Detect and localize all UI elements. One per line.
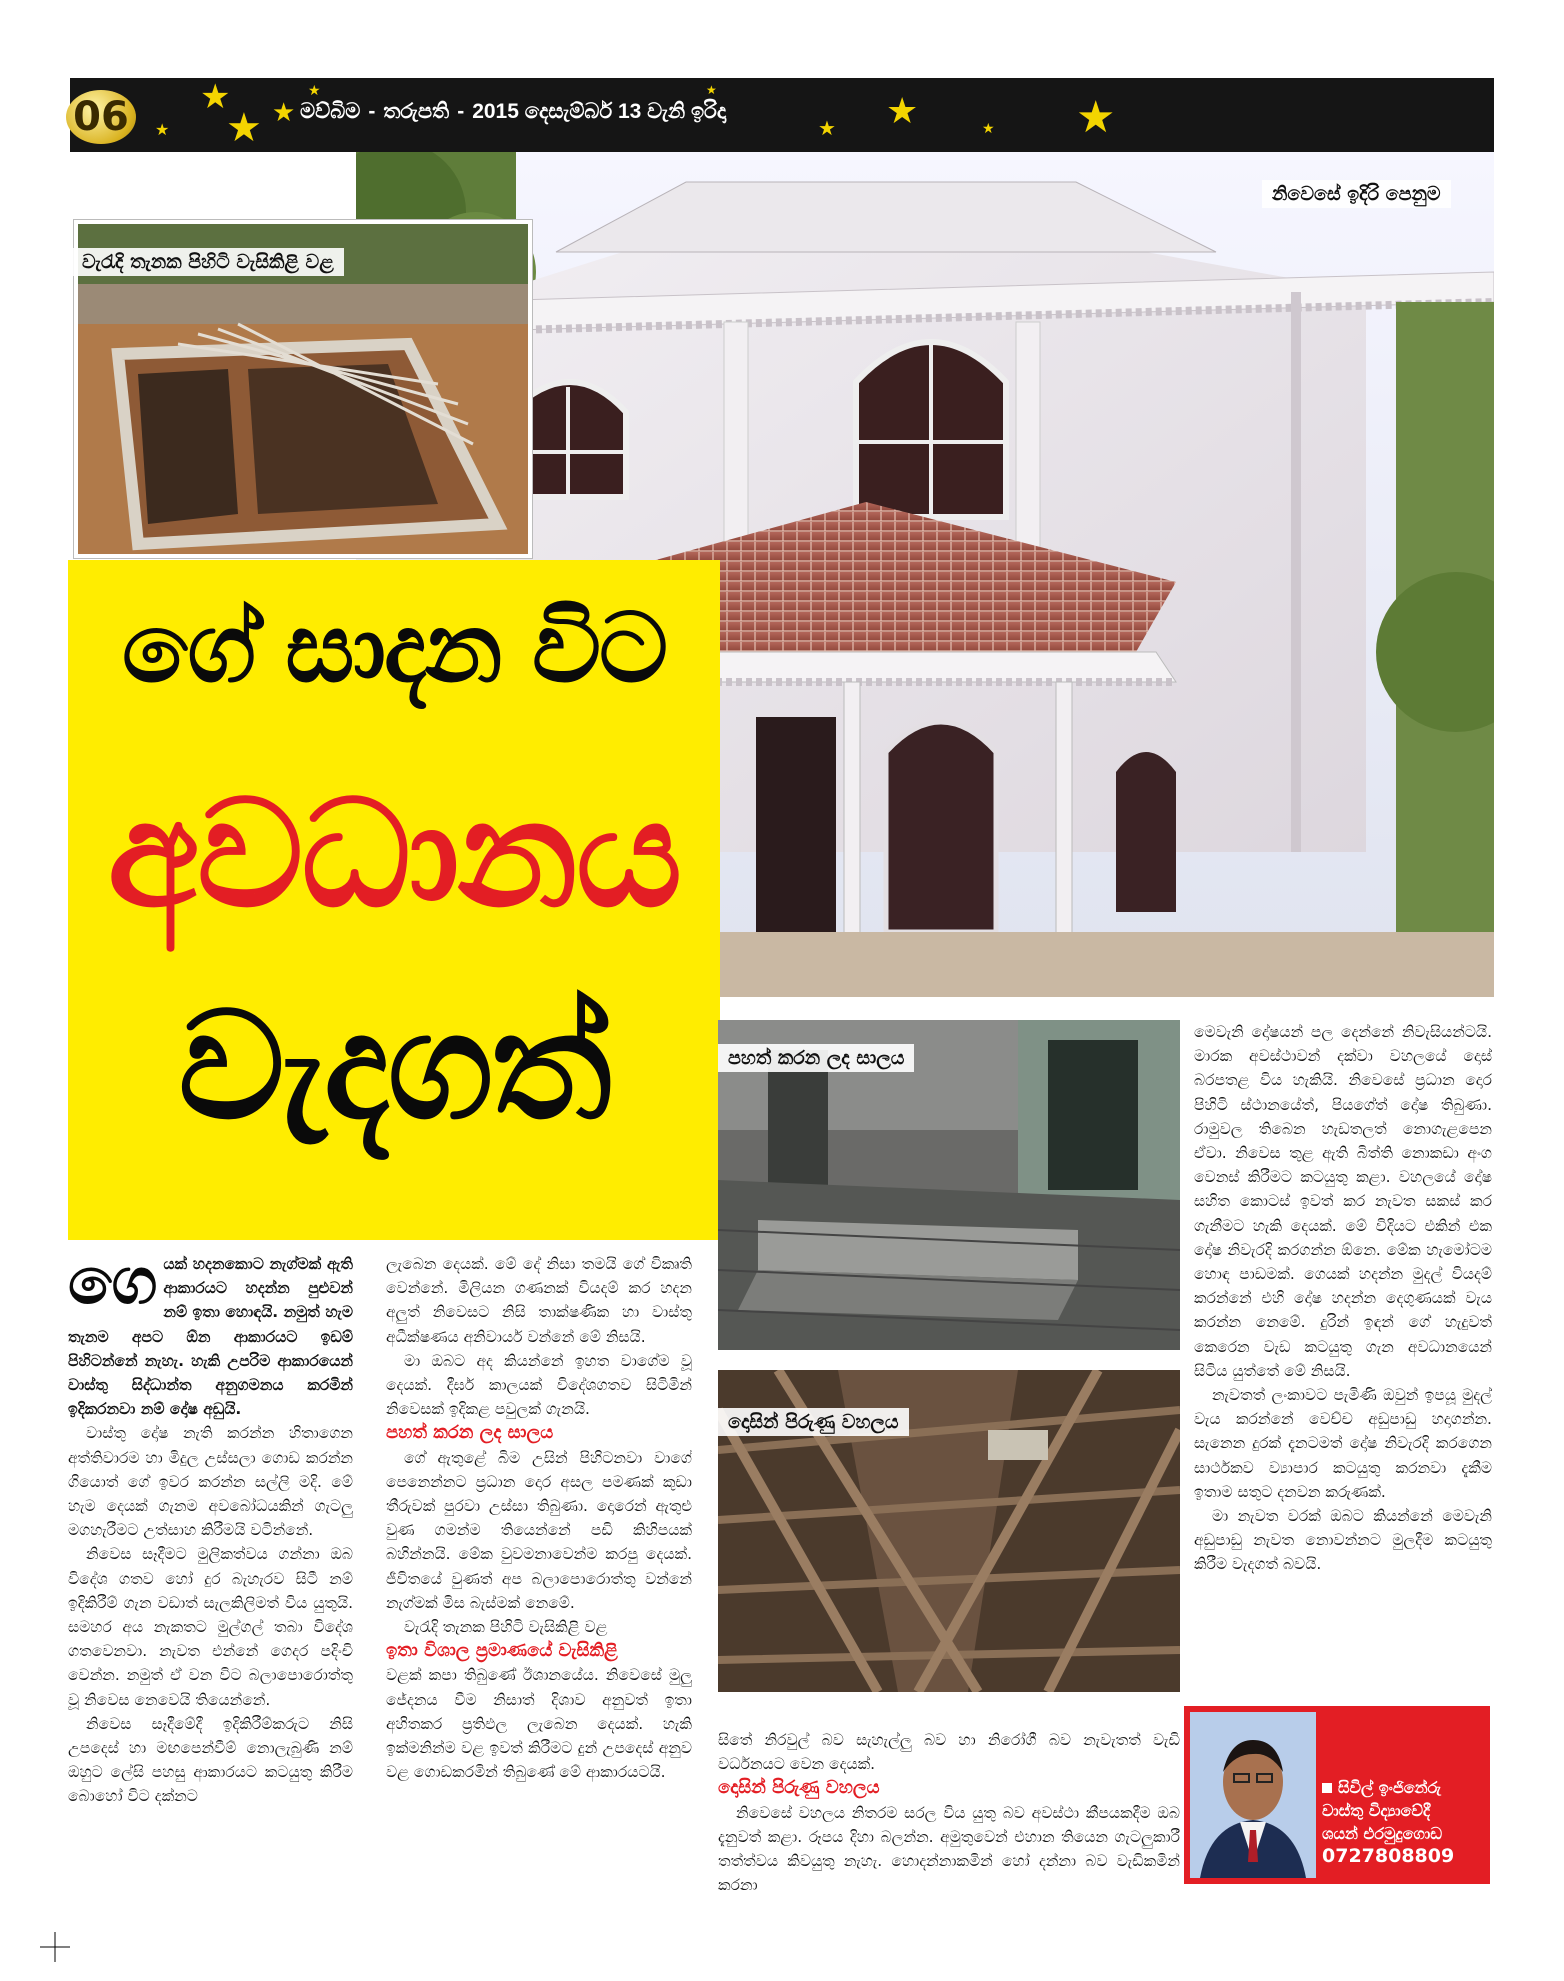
article-paragraph: ලැබෙන දෙයක්. මේ දේ නිසා තමයි ගේ විකෘති වෙන්නේ. මිලියන ගණනක් වියදම් කර හදන අලුත් නිවෙසට නිසි තාක්ෂණික හා වාස්තු අධීක්ෂණය අනිවාර්ය වන්නේ මේ නිසයි. (386, 1255, 692, 1346)
lowered-hall-caption: පහත් කරන ලද සාලය (718, 1044, 914, 1072)
star-icon: ★ (155, 120, 170, 139)
headline-box (68, 560, 720, 1240)
article-paragraph: වාස්තු දෝෂ නැති කරන්න හිතාගෙන අත්තිවාරම හා මිදුල උස්සලා ගොඩ කරන්න ගියොත් ගේ ඉවර කරන්න සල්ලි මදි. මේ හැම දෙයක් ගැනම අවබෝධයකින් ගැටලු මගහැරීමට උත්සාහ කිරීමයි වටින්නේ. (68, 1424, 353, 1540)
subheading-lowered-hall: පහත් කරන ලද සාලය (386, 1422, 554, 1444)
article-column-4 (1194, 1020, 1492, 1690)
article-paragraph: සිතේ නිරවුල් බව සැහැල්ලු බව හා නිරෝගී බව නැවැතත් වැඩි වර්ධනයට වෙන දෙයක්. (718, 1731, 1180, 1774)
article-column-3 (718, 1728, 1180, 1928)
house-photo-caption: නිවෙසේ ඉදිරි පෙනුම (1262, 180, 1451, 208)
author-title (1322, 1776, 1487, 1799)
article-paragraph: නැවතත් ලංකාවට පැමිණි ඔවුන් ඉපයූ මුදල් වැය කරන්නේ වෙච්ච අඩුපාඩු හදාගන්න. සැනෙන දුරක් දැනටමත් දෝෂ නිවැරදි කරගෙන සාර්ථකව ව්‍යාපාර කටයුතු කරනවා දැකීම ඉතාම සතුට දනවන කරුණක්. (1194, 1386, 1492, 1501)
subheading-faulty-roof: දොසින් පිරුණු වහලය (718, 1777, 880, 1799)
separator: - (368, 100, 376, 123)
article-paragraph: වළක් කපා තිබුණේ ඊශානයේය. නිවෙසේ මුලු ජේදනය වීම නිසාත් දිශාව අනුවත් ඉතා අහිතකර ප්‍රතිඵල ලැබෙන දෙයක්. හැකි ඉක්මනින්ම වළ ඉවත් කිරීමට දුන් උපදෙස් අනුව වළ ගොඩකරමින් තිබුණේ මේ ආකාරයටයි. (386, 1666, 692, 1782)
article-column-1 (68, 1252, 353, 1922)
article-paragraph: වැරැදි තැනක පිහිටි වැසිකිළි වළ (404, 1618, 608, 1637)
star-icon: ★ (1076, 92, 1116, 143)
article-lead-paragraph: යක් හදනකොට නැග්මක් ඇති ආකාරයට හදන්න පුළුවන් නම් ඉතා හොඳයි. නමුත් හැම තැනම අපට ඕන ආකාරයට ඉඩම් පිහිටන්නේ නැහැ. හැකි උපරිම ආකාරයෙන් වාස්තු සිද්ධාන්ත අනුගමනය කරමින් ඉදිකරනවා නම් දෝෂ අඩුයි. (68, 1255, 353, 1419)
star-icon: ★ (818, 116, 836, 140)
toilet-pit-caption: වැරැදි තැනක පිහිටි වැසිකිළි වළ (72, 248, 344, 276)
issue-line (300, 100, 726, 124)
separator: - (457, 100, 465, 123)
article-column-2 (386, 1252, 692, 1922)
author-portrait (1190, 1712, 1316, 1878)
star-icon: ★ (272, 98, 296, 128)
author-title-text: සිවිල් ඉංජිනේරු (1338, 1778, 1441, 1797)
supplement-name: තරුපති (383, 100, 450, 123)
star-icon: ★ (308, 83, 321, 99)
article-paragraph: නිවෙස සෑදීමේදී ඉදිකිරීම්කරුට නිසි උපදෙස් හා මඟපෙන්වීම් නොලැබුණි නම් ඔහුට ලේසි පහසු ආකාරයට කටයුතු කිරීම බොහෝ විට දක්නට (68, 1714, 353, 1806)
headline-line-2: අවධානය (107, 768, 681, 940)
author-role: වාස්තු විද්‍යාවේදී (1322, 1801, 1431, 1820)
issue-date: 2015 දෙසැම්බර් 13 වැනි ඉරිදා (472, 100, 727, 123)
author-info (1322, 1776, 1487, 1868)
article-paragraph: ගේ ඇතුළේ බිම උසින් පිහිටනවා වාගේ පෙනෙන්නට ප්‍රධාන දොර අසල පමණක් කුඩා තීරුවක් පුරවා උස්සා තිබුණා. දොරෙන් ඇතුළු වුණ ගමන්ම තියෙන්නේ පඩි කිහිපයක් බහින්නයි. මේක වුවමනාවෙන්ම කරපු දෙයක්. ජීවිතයේ වුණත් අප බලාපොරොත්තු වන්නේ නැග්මක් මිස බැස්මක් නෙමේ. (386, 1448, 692, 1612)
article-paragraph: මා ඔබට අද කියන්නේ ඉහත වාගේම වූ දෙයක්. දීර්ඝ කාලයක් විදේශගතව සිටිමින් නිවෙසක් ඉදිකළ පවුලක් ගැනයි. (386, 1351, 692, 1419)
author-photo (1190, 1712, 1316, 1878)
star-icon: ★ (982, 121, 995, 137)
roof-caption: දොසින් පිරුණු වහලය (718, 1408, 909, 1436)
article-paragraph: මා නැවත වරක් ඔබට කියන්නේ මෙවැනි අඩුපාඩු නැවත නොවන්නට මුලදීම කටයුතු කිරීම වැදගත් බවයි. (1194, 1507, 1492, 1574)
drop-cap: ගෙ (68, 1252, 158, 1319)
subheading-large-toilet: ඉතා විශාල ප්‍රමාණයේ වැසිකිළි (386, 1640, 618, 1662)
paper-name: මව්බිම (300, 100, 361, 123)
page-number: 06 (66, 90, 136, 144)
article-paragraph: නිවෙස සෑදීමට මුලිකත්වය ගන්නා ඔබ විදේශ ගතව හෝ දුර බැහැරව සිටී නම් ඉදිකිරීම් ගැන වඩාත් සැලකිලිමත් විය යුතුයි. සමහර අය නැකතට මුල්ගල් තබා විදේශ ගතවෙනවා. නැවත එන්නේ ගෙදර පදිංචි වෙන්න. නමුත් ඒ වන විට බලාපොරොත්තු වූ නිවෙස නෙවෙයි තියෙන්නේ. (68, 1545, 353, 1709)
star-icon: ★ (706, 83, 717, 97)
headline-line-1: ගේ සාදන විට (121, 592, 667, 704)
article-paragraph: නිවෙසේ වහලය නිතරම සරල විය යුතු බව අවස්ථා කීපයකදීම ඔබ දැනුවත් කළා. රූපය දිහා බලන්න. අමුතුවෙන් එහාන තියෙන ගැටලුකාරී තත්ත්වය කිවයුතු නැහැ. හොදන්නාකමින් හෝ දන්නා බව වැඩිකමින් කරනා (718, 1803, 1180, 1895)
bullet-icon (1322, 1783, 1332, 1793)
article-paragraph: මෙවැනි දෝෂයන් පල දෙන්නේ නිවැසියන්ටයි. මාරක අවස්ථාවන් දක්වා වහලයේ දොස් බරපතළ විය හැකියි. නිවෙසේ ප්‍රධාන දොර පිහිටි ස්ථානයේත්, පියගේත් දෝෂ තිබුණා. රාමුවල තිබෙන හැඩතලත් නොගැළපෙන ඒවා. නිවෙස තුළ ඇති බිත්ති නොකඩා අංග වෙනස් කිරීමට කටයුතු කළා. වහලයේ දෝෂ සහිත කොටස් ඉවත් කර නැවත සකස් කර ගැනීමට හැකි දෙයක්. මේ විදියට එකින් එක දෝෂ නිවැරදි කරගන්න ඕනෙ. මේක හැමෝටම හොඳ පාඩමක්. ගෙයක් හදන්න මුදල් වියදම් කරන්නේ එහි දෝෂ හදන්න දෙගුණයක් වැය කරන්න නෙමේ. දුරින් ඉඳන් ගේ හැදුවත් කෙරෙන වැඩ කටයුතු ගැන අවධානයෙන් සිටිය යුත්තේ මේ නිසයි. (1194, 1023, 1492, 1380)
crop-mark-icon (40, 1932, 70, 1962)
star-icon: ★ (226, 105, 262, 151)
author-phone: 0727808809 (1322, 1845, 1455, 1867)
star-icon: ★ (886, 91, 919, 132)
headline-line-3: වැදගත් (178, 980, 610, 1152)
author-name: ශයන් එරමුදුගොඩ (1322, 1824, 1443, 1843)
star-icon: ★ (200, 77, 231, 117)
